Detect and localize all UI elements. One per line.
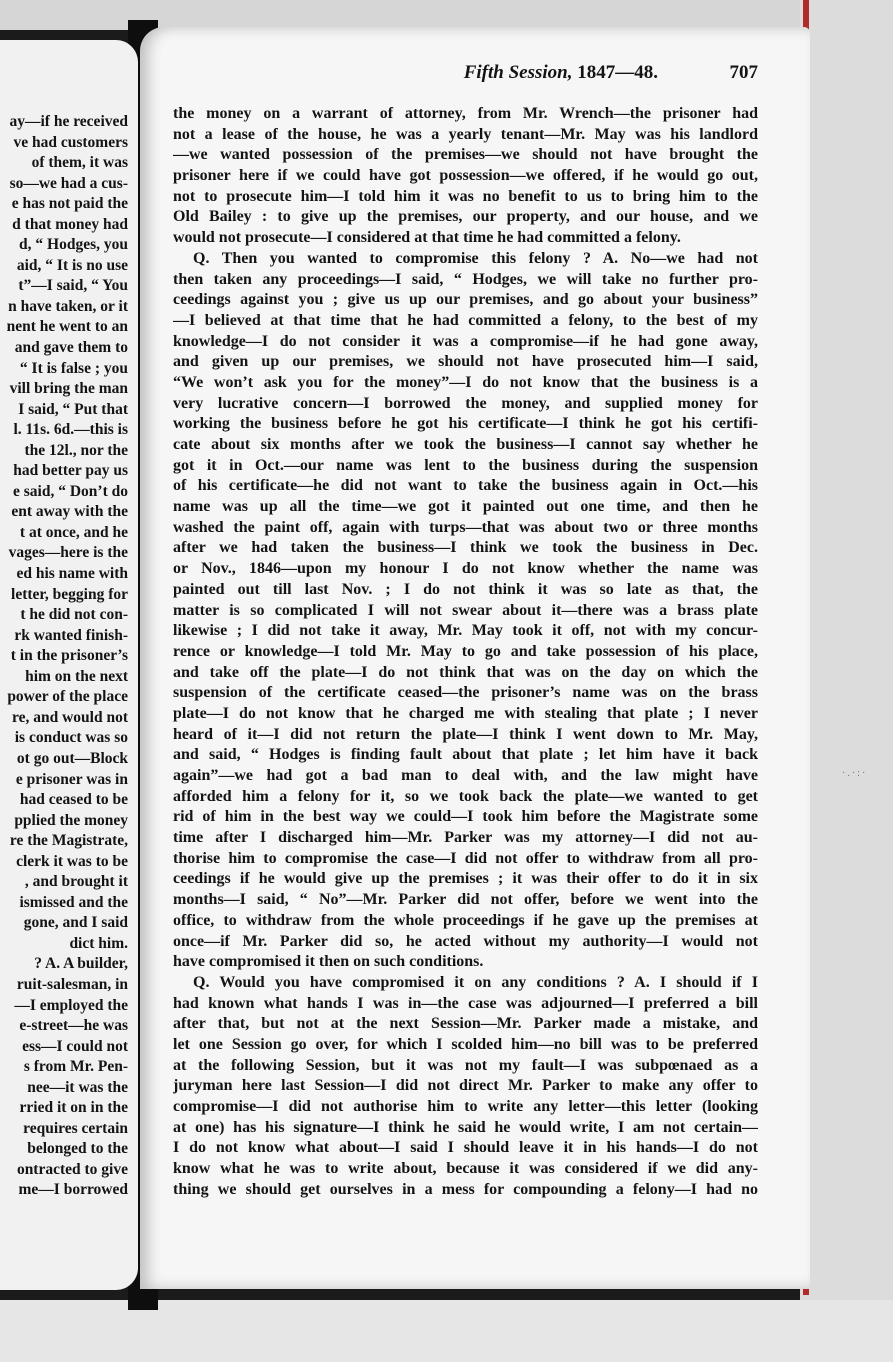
text-line: cate about six months after we took the business—I cannot say whether he [173, 436, 758, 453]
left-page-line: ed his name with [16, 565, 128, 583]
page-number: 707 [729, 62, 758, 83]
text-line: juryman here last Session—I did not direct Mr. Parker to make any offer to [173, 1077, 758, 1095]
text-line: months—I said, “ No”—Mr. Parker did not offer, before we went into the [173, 891, 758, 909]
left-page-line: —I employed the [14, 996, 128, 1014]
left-page-line: gone, and I said [23, 914, 128, 932]
running-head [464, 62, 658, 84]
left-page-line: t in the prisoner’s [10, 647, 128, 665]
left-page-line: had ceased to be [19, 791, 128, 809]
left-page-text [0, 112, 128, 1201]
text-line: “We won’t ask you for the money”—I do not know that the business is a [173, 373, 758, 391]
left-page-line: power of the place [7, 688, 128, 706]
left-page-line: him on the next [25, 667, 128, 685]
left-page-line: re, and would not [12, 708, 128, 726]
text-line: rid of him in the best way we could—I took him before the Magistrate some [173, 808, 758, 826]
page-body [173, 104, 758, 1200]
session-years: 1847—48. [577, 62, 658, 83]
text-line: at the following Session, but it was not my fault—I was subpœnaed as a [173, 1056, 758, 1074]
left-page-line: so—we had a cus- [9, 174, 128, 192]
left-page-line: vages—here is the [8, 544, 128, 562]
left-page [0, 40, 138, 1290]
text-line: have compromised it then on such conditions. [173, 953, 484, 971]
text-line: got it in Oct.—our name was lent to the business during the suspension [173, 456, 758, 474]
page-header [176, 62, 758, 88]
text-line: let one Session go over, for which I scolded him—no bill was to be preferred [173, 1035, 758, 1053]
left-page-line: ve had customers [13, 133, 128, 151]
text-line: the money on a warrant of attorney, from Mr. Wrench—the prisoner had [173, 105, 758, 122]
left-page-line: l. 11s. 6d.—this is [13, 421, 128, 439]
left-page-line: rried it on in the [19, 1099, 128, 1117]
text-line: again”—we had got a bad man to deal with, and the law might have [173, 767, 758, 784]
text-line: ceedings if he would give up the premises ; it was their offer to do it in six [173, 870, 758, 888]
text-line: of his certificate—he did not want to take the business again in Oct.—his [173, 477, 758, 495]
left-page-line: s from Mr. Pen- [23, 1058, 128, 1076]
text-line: rence or knowledge—I told Mr. May to go and take possession of his place, [173, 642, 758, 660]
left-page-line: ismissed and the [19, 893, 128, 911]
left-page-line: requires certain [23, 1119, 128, 1137]
left-page-line: dict him. [69, 934, 128, 952]
text-line: plate—I do not know that he charged me with stealing that plate ; I never [173, 704, 758, 722]
text-line: then taken any proceedings—I said, “ Hodges, we will take no further pro- [173, 270, 758, 288]
text-line: matter is so complicated I will not swear about it—there was a brass plate [173, 601, 758, 619]
text-line: once—if Mr. Parker did so, he acted without my authority—I would not [173, 932, 758, 950]
text-line: painted out till last Nov. ; I do not think it was so late as that, the [173, 580, 758, 598]
left-page-line: t at once, and he [19, 523, 128, 541]
left-page-line: t”—I said, “ You [18, 277, 128, 295]
text-line: not a lease of the house, he was a yearly tenant—Mr. May was his landlord [173, 125, 758, 143]
left-page-line: e prisoner was in [15, 770, 128, 788]
left-page-line: e-street—he was [19, 1017, 128, 1035]
text-line: likewise ; I did not take it away, Mr. May took it off, not with my concur- [173, 622, 758, 640]
text-line: knowledge—I do not consider it was a compromise—if he had gone away, [173, 332, 758, 350]
left-page-line: of them, it was [31, 154, 128, 172]
left-page-line: ot go out—Block [16, 749, 128, 767]
text-line: Q. Then you wanted to compromise this felony ? A. No—we had not [193, 249, 758, 267]
text-line: or Nov., 1846—upon my honour I do not know whether the name was [173, 560, 758, 578]
left-page-line: re the Magistrate, [9, 832, 128, 850]
text-line: would not prosecute—I considered at that time he had committed a felony. [173, 229, 681, 247]
text-line: office, to withdraw from the whole proceedings if he gave up the premises at [173, 911, 758, 929]
text-line: Q. Would you have compromised it on any conditions ? A. I should if I [193, 973, 758, 991]
left-page-line: ontracted to give [16, 1160, 128, 1178]
text-line: at one) has his signature—I think he said he would write, I am not certain— [173, 1118, 758, 1136]
left-page-line: is conduct was so [14, 729, 128, 747]
session-title: Fifth Session, [463, 62, 573, 83]
left-page-line: aid, “ It is no use [16, 256, 128, 274]
left-page-line: the 12l., nor the [24, 441, 128, 459]
text-line: after we had taken the business—I think we took the business in Dec. [173, 539, 758, 557]
text-line: and take off the plate—I do not think that was on the day on which the [173, 663, 758, 681]
text-line: time after I discharged him—Mr. Parker was my attorney—I did not au- [173, 829, 758, 847]
text-line: Old Bailey : to give up the premises, our property, and our house, and we [173, 208, 758, 226]
text-line: compromise—I did not authorise him to write any letter—this letter (looking [173, 1098, 758, 1115]
text-line: not to prosecute him—I told him it was no benefit to us to bring him to the [173, 187, 758, 205]
left-page-line: e has not paid the [11, 195, 128, 213]
scan-background-right [800, 0, 893, 1362]
text-line: washed the paint off, again with turps—that was about two or three months [173, 518, 758, 536]
text-line: working the business before he got his certificate—I think he got his certifi- [173, 415, 758, 433]
left-page-line: I said, “ Put that [18, 400, 128, 418]
left-page-line: ess—I could not [22, 1037, 128, 1055]
left-page-line: ent away with the [11, 503, 128, 521]
left-page-line: n have taken, or it [8, 297, 128, 315]
left-page-line: and gave them to [14, 339, 128, 357]
text-line: thorise him to compromise the case—I did not offer to withdraw from all pro- [173, 849, 758, 867]
scan-background-top [0, 0, 800, 30]
left-page-line: “ It is false ; you [19, 359, 128, 377]
left-page-line: ? A. A builder, [34, 955, 128, 973]
text-line: —I believed at that time that he had committed a felony, to the best of my [173, 311, 758, 329]
left-page-line: nent he went to an [6, 318, 128, 336]
text-line: prisoner here if we could have got possession—we offered, if he would go out, [173, 167, 758, 185]
text-line: thing we should get ourselves in a mess for compounding a felony—I had no [173, 1180, 758, 1198]
left-page-line: ruit-salesman, in [16, 975, 128, 993]
text-line: name was up all the time—we got it painted out one time, and then he [173, 498, 758, 516]
text-line: I do not know what about—I said I should leave it in his hands—I do not [173, 1139, 758, 1157]
left-page-line: clerk it was to be [16, 852, 128, 870]
text-line: and given up our premises, we should not have prosecuted him—I said, [173, 353, 758, 371]
text-line: after that, but not at the next Session—Mr. Parker made a mistake, and [173, 1015, 758, 1033]
text-line: suspension of the certificate ceased—the prisoner’s name was on the brass [173, 684, 758, 702]
left-page-line: nee—it was the [27, 1078, 128, 1096]
left-page-line: e said, “ Don’t do [13, 482, 128, 500]
text-line: ceedings against you ; give us up our premises, and go about your business” [173, 291, 758, 309]
text-line: —we wanted possession of the premises—we should not have brought the [173, 146, 758, 164]
text-line: afforded him a felony for it, so we took back the plate—we wanted to get [173, 787, 758, 805]
text-line: know what he was to write about, because it was considered if we did any- [173, 1160, 758, 1178]
left-page-line: d that money had [12, 215, 128, 233]
text-line: very lucrative concern—I borrowed the money, and supplied money for [173, 394, 758, 412]
text-line: had known what hands I was in—the case was adjourned—I preferred a bill [173, 994, 758, 1012]
left-page-line: ay—if he received [9, 113, 128, 130]
left-page-line: belonged to the [27, 1140, 128, 1158]
left-page-line: had better pay us [13, 462, 128, 480]
left-page-line: d, “ Hodges, you [19, 236, 128, 254]
left-page-line: vill bring the man [9, 380, 128, 398]
text-line: heard of it—I did not return the plate—I think I went down to Mr. May, [173, 725, 758, 743]
left-page-line: letter, begging for [11, 585, 128, 603]
left-page-line: me—I borrowed [18, 1181, 128, 1199]
scan-speckles: ·.·:· [842, 768, 868, 779]
left-page-line: t he did not con- [20, 606, 128, 624]
text-line: and said, “ Hodges is finding fault about that plate ; let him have it back [173, 746, 758, 764]
left-page-line: , and brought it [24, 873, 128, 891]
left-page-line: rk wanted finish- [14, 626, 128, 644]
left-page-line: pplied the money [14, 811, 128, 829]
